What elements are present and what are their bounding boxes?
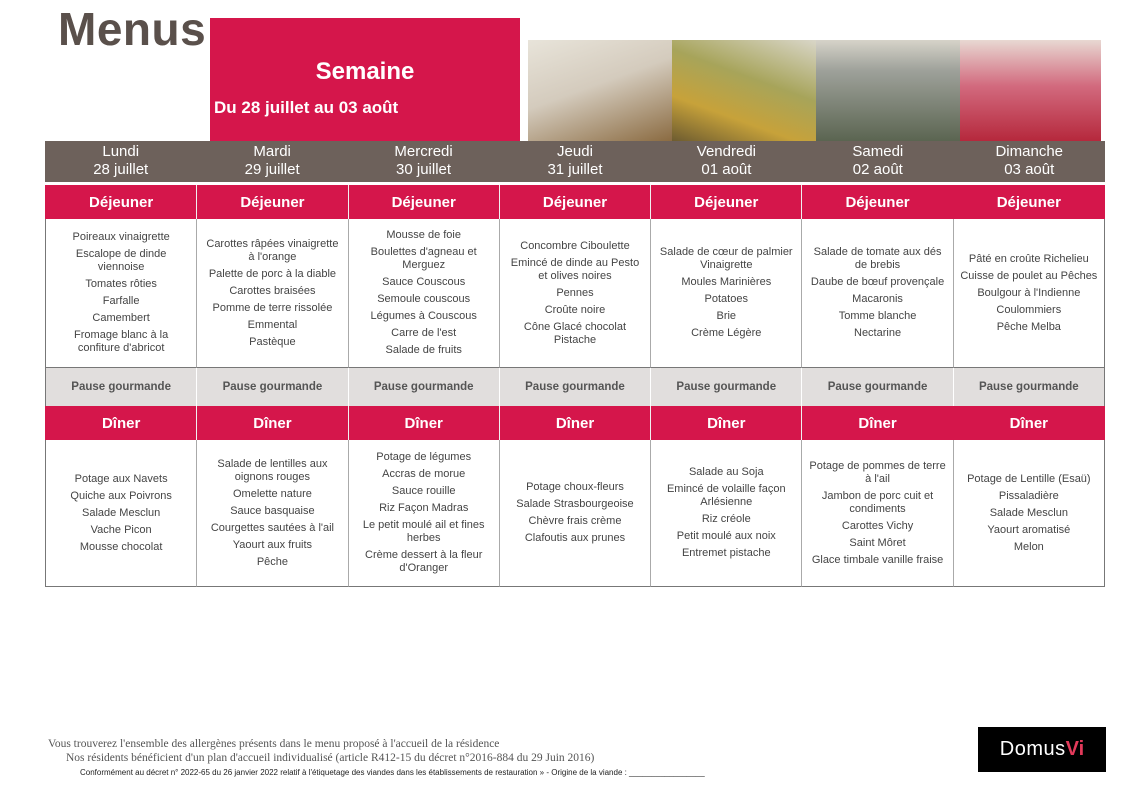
menu-item: Crème Légère (691, 327, 762, 339)
pause-label: Pause gourmande (650, 368, 801, 406)
menu-item: Concombre Ciboulette (520, 239, 630, 252)
menu-item: Pastèque (249, 335, 296, 348)
pause-row (45, 368, 1105, 406)
cheese-photo (816, 40, 960, 142)
dinner-menu-cell (650, 440, 801, 587)
day-date: 30 juillet (396, 161, 452, 178)
day-date: 01 août (701, 161, 752, 178)
meal-label: Dîner (348, 406, 499, 440)
pause-label: Pause gourmande (953, 368, 1105, 406)
meat-origin-note: Conformément au décret n° 2022-65 du 26 janvier 2022 relatif à l'étiquetage des viandes dans les établissements de restauration » - Origine de la viande : _________________ (80, 768, 705, 777)
menu-item: Omelette nature (232, 487, 312, 500)
lunch-menu-cell (196, 219, 347, 368)
menu-item: Glace timbale vanille fraise (811, 553, 944, 566)
menu-item: Coulommiers (996, 303, 1062, 316)
day-name: Samedi (852, 143, 904, 160)
day-header (348, 141, 499, 182)
day-header (651, 141, 802, 182)
menu-item: Mousse de foie (386, 229, 461, 241)
pause-label: Pause gourmande (499, 368, 650, 406)
menu-item: Daube de bœuf provençale (810, 276, 945, 288)
menu-item: Jambon de porc cuit et condiments (821, 489, 934, 515)
menu-item: Poireaux vinaigrette (72, 231, 170, 243)
menu-item: Moules Marinières (681, 276, 772, 288)
day-name: Jeudi (557, 143, 593, 160)
lunch-menu-cell (953, 219, 1105, 368)
menu-item: Cuisse de poulet au Pêches (960, 269, 1098, 282)
menu-item: Carottes râpées vinaigrette à l'orange (206, 237, 339, 263)
menu-item: Pâté en croûte Richelieu (968, 252, 1089, 265)
day-header (196, 141, 347, 182)
meal-label: Déjeuner (196, 185, 347, 219)
menu-item: Salade de lentilles aux oignons rouges (217, 457, 328, 483)
lunch-items-row (45, 219, 1105, 368)
menu-item: Pomme de terre rissolée (212, 301, 333, 314)
menu-item: Sauce rouille (391, 485, 456, 497)
lunch-menu-cell (801, 219, 952, 368)
menu-item: Melon (1013, 540, 1044, 553)
lunch-menu-cell (650, 219, 801, 368)
menu-item: Légumes à Couscous (370, 310, 477, 322)
menu-item: Clafoutis aux prunes (524, 532, 626, 544)
day-date: 29 juillet (244, 161, 300, 178)
day-name: Mercredi (394, 143, 453, 160)
day-date: 02 août (852, 161, 903, 178)
salad-plate-photo (672, 40, 816, 142)
dessert-verrine-photo (528, 40, 672, 142)
meal-label: Déjeuner (45, 185, 196, 219)
date-range: Du 28 juillet au 03 août (214, 98, 399, 117)
pause-label: Pause gourmande (348, 368, 499, 406)
week-label: Semaine (315, 58, 415, 85)
menu-item: Cône Glacé chocolat Pistache (523, 320, 627, 346)
menu-item: Emincé de dinde au Pesto et olives noires (510, 256, 640, 282)
meal-label: Dîner (499, 406, 650, 440)
menu-item: Pêche (256, 555, 289, 568)
menu-item: Vache Picon (90, 523, 152, 536)
menu-item: Carottes Vichy (841, 519, 914, 532)
menu-item: Yaourt aromatisé (987, 523, 1071, 536)
menu-item: Pennes (556, 286, 594, 299)
day-date: 03 août (1004, 161, 1055, 178)
logo-text: Domus (999, 738, 1066, 760)
meal-label: Dîner (196, 406, 347, 440)
logo-accent: Vi (1065, 738, 1085, 760)
menu-item: Tomates rôties (85, 278, 157, 290)
day-date: 31 juillet (547, 161, 603, 178)
menu-item: Macaronis (852, 293, 903, 305)
menu-item: Pêche Melba (996, 320, 1061, 333)
menu-item: Potage de pommes de terre à l'ail (809, 459, 946, 485)
menu-item: Salade Strasbourgeoise (516, 498, 634, 510)
week-banner (210, 18, 520, 142)
menu-item: Salade au Soja (688, 466, 764, 478)
pause-label: Pause gourmande (45, 368, 196, 406)
menu-item: Yaourt aux fruits (232, 538, 313, 551)
meal-label: Dîner (953, 406, 1105, 440)
menu-item: Accras de morue (382, 468, 466, 480)
dinner-menu-cell (196, 440, 347, 587)
menu-item: Farfalle (102, 295, 140, 307)
menu-item: Entremet pistache (681, 547, 771, 559)
menu-item: Salade Mesclun (989, 506, 1068, 519)
lunch-menu-cell (45, 219, 196, 368)
menu-item: Courgettes sautées à l'ail (210, 521, 334, 534)
menu-item: Semoule couscous (377, 293, 471, 305)
lunch-label-row (45, 185, 1105, 219)
dinner-menu-cell (801, 440, 952, 587)
menu-item: Emmental (247, 318, 298, 331)
menu-item: Boulgour à l'Indienne (977, 286, 1081, 299)
menu-item: Fromage blanc à la confiture d'abricot (74, 329, 169, 354)
meal-label: Dîner (650, 406, 801, 440)
meal-label: Déjeuner (953, 185, 1105, 219)
menu-item: Carre de l'est (391, 327, 457, 339)
menu-item: Quiche aux Poivrons (70, 489, 172, 502)
dinner-menu-cell (45, 440, 196, 587)
menu-item: Potage choux-fleurs (526, 481, 624, 493)
menu-item: Chèvre frais crème (528, 515, 622, 527)
menu-item: Brie (716, 310, 737, 322)
meal-label: Déjeuner (801, 185, 952, 219)
resident-plan-note: Nos résidents bénéficient d'un plan d'accueil individualisé (article R412-15 du décret n°2016-884 du 29 Juin 2016) (66, 752, 595, 764)
menu-item: Potage de légumes (376, 451, 472, 463)
menu-item: Camembert (92, 312, 150, 324)
menu-item: Riz créole (701, 513, 751, 525)
lunch-menu-cell (499, 219, 650, 368)
menu-item: Sauce basquaise (230, 504, 315, 517)
day-name: Dimanche (995, 143, 1063, 160)
day-header (954, 141, 1105, 182)
day-name: Mardi (253, 143, 291, 160)
menu-item: Croûte noire (544, 303, 606, 316)
menu-item: Potage de Lentille (Esaü) (967, 472, 1091, 485)
page-title: Menus (58, 3, 207, 55)
menu-item: Potatoes (704, 293, 748, 305)
day-name: Vendredi (696, 143, 756, 160)
dinner-menu-cell (348, 440, 499, 587)
menu-item: Salade Mesclun (82, 506, 161, 519)
menu-item: Emincé de volaille façon Arlésienne (666, 483, 786, 508)
menu-item: Petit moulé aux noix (676, 530, 776, 542)
menu-item: Mousse chocolat (79, 540, 163, 553)
dinner-menu-cell (499, 440, 650, 587)
menu-item: Salade de tomate aux dés de brebis (813, 246, 942, 271)
day-header-row (45, 141, 1105, 182)
menu-item: Pissaladière (998, 489, 1059, 502)
fruit-tart-photo (960, 40, 1101, 142)
meal-label: Dîner (801, 406, 952, 440)
day-header (45, 141, 196, 182)
pause-label: Pause gourmande (196, 368, 347, 406)
dinner-menu-cell (953, 440, 1105, 587)
day-header (802, 141, 953, 182)
dinner-label-row (45, 406, 1105, 440)
menu-item: Potage aux Navets (74, 472, 168, 485)
day-name: Lundi (102, 143, 140, 160)
meal-label: Dîner (45, 406, 196, 440)
menu-item: Carottes braisées (229, 284, 316, 297)
menu-item: Saint Môret (849, 536, 906, 549)
menu-item: Crème dessert à la fleur d'Oranger (365, 549, 483, 574)
menu-item: Salade de cœur de palmier Vinaigrette (659, 246, 793, 271)
menu-item: Palette de porc à la diable (208, 267, 337, 280)
dinner-items-row (45, 440, 1105, 587)
meal-label: Déjeuner (499, 185, 650, 219)
pause-label: Pause gourmande (801, 368, 952, 406)
menu-item: Salade de fruits (385, 344, 462, 356)
menu-item: Sauce Couscous (382, 276, 466, 288)
meal-label: Déjeuner (348, 185, 499, 219)
menu-item: Boulettes d'agneau et Merguez (370, 246, 477, 271)
menu-item: Escalope de dinde viennoise (75, 248, 167, 273)
lunch-menu-cell (348, 219, 499, 368)
menu-item: Riz Façon Madras (379, 502, 469, 514)
domusvi-logo (978, 727, 1106, 772)
day-header (499, 141, 650, 182)
allergen-note: Vous trouverez l'ensemble des allergènes présents dans le menu proposé à l'accueil de la résidence (48, 738, 500, 750)
menu-item: Nectarine (854, 327, 902, 339)
meal-label: Déjeuner (650, 185, 801, 219)
day-date: 28 juillet (93, 161, 149, 178)
menu-item: Le petit moulé ail et fines herbes (362, 519, 485, 544)
menu-item: Tomme blanche (838, 310, 917, 322)
